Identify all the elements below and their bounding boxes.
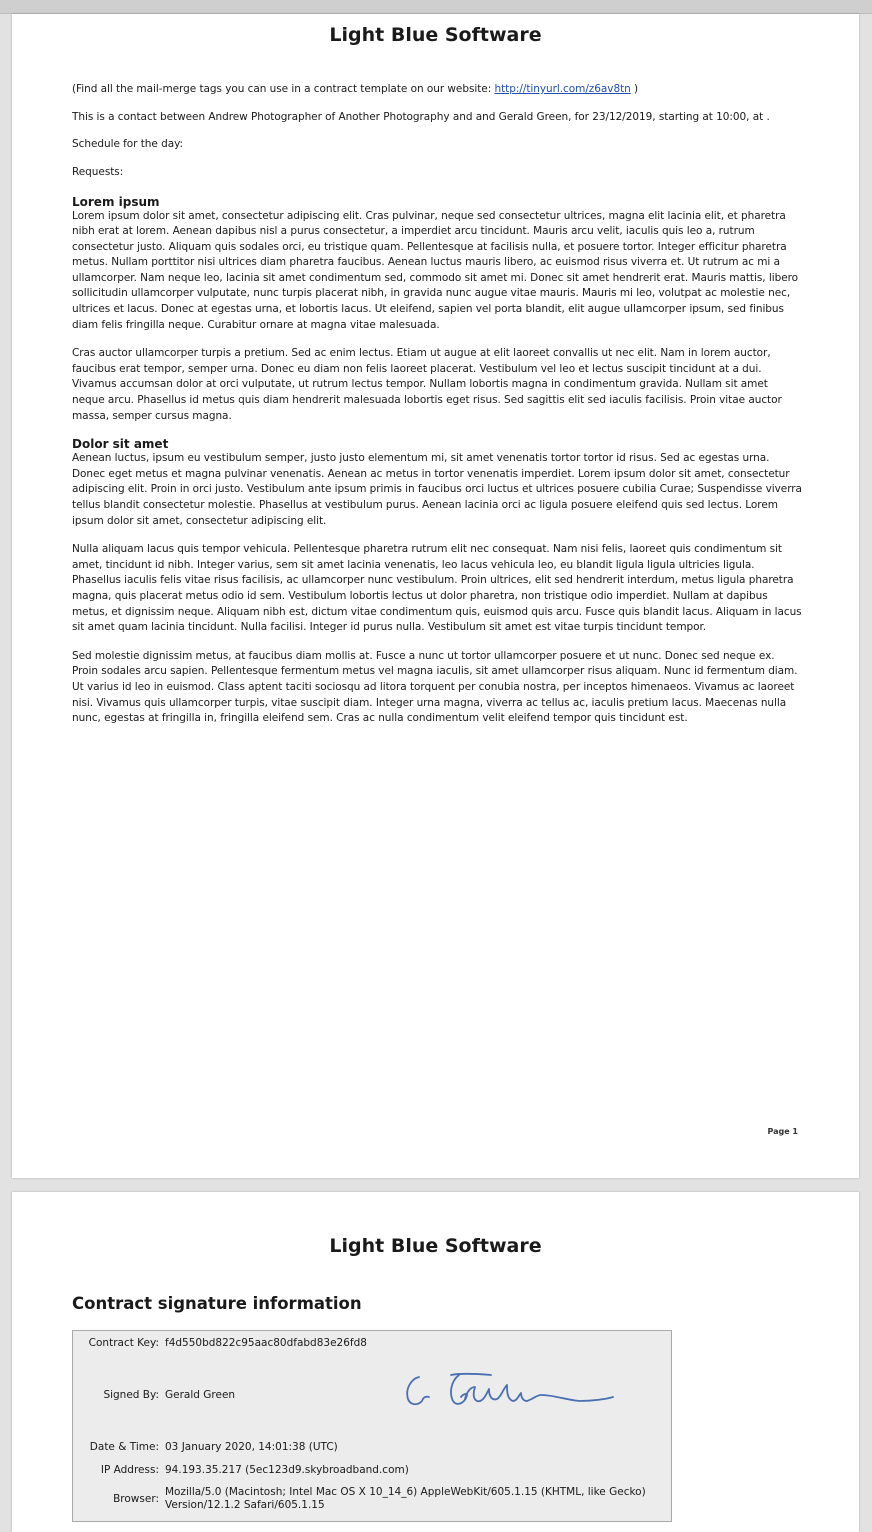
mail-merge-note [72,82,802,96]
company-name-heading: Light Blue Software [329,24,542,46]
date-time-value: 03 January 2020, 14:01:38 (UTC) [165,1441,338,1453]
company-name-heading: Light Blue Software [329,1235,542,1257]
mail-merge-tags-link[interactable]: http://tinyurl.com/z6av8tn [494,83,631,95]
mail-merge-note-end: ) [630,83,639,95]
section-heading-lorem-ipsum: Lorem ipsum [72,194,160,209]
section-1-paragraph: Lorem ipsum dolor sit amet, consectetur adipiscing elit. Cras pulvinar, neque sed consectetur ultrices, magna elit lacinia elit, et pharetra nibh erat at lorem. Aenean dapibus nisl a purus consectetur, a imperdiet arcu tincidunt. Mauris arcu velit, iaculis quis leo a, rutrum consectetur justo. Aliquam quis sodales orci, eu tristique quam. Pellentesque at facilisis nulla, et posuere tortor. Integer efficitur pharetra metus. Nullam porttitor nisi ultrices diam pharetra faucibus. Aenean luctus mauris libero, ac euismod risus viverra et. Ut rutrum ac mi a ullamcorper. Nam neque leo, lacinia sit amet condimentum sed, commodo sit amet mi. Donec sit amet hendrerit erat. Mauris mattis, libero sollicitudin ullamcorper vulputate, nunc turpis placerat nibh, in gravida nunc augue vitae mauris. Mauris mi leo, volutpat ac molestie nec, ultrices et lacus. Donec at egestas urna, et lobortis lacus. Ut eleifend, sapien vel porta blandit, elit augue ullamcorper ipsum, sed finibus diam felis fringilla neque. Curabitur ornare at magna vitae malesuada. [72,209,799,331]
browser-label: Browser: [113,1493,159,1505]
section-2-paragraph: Nulla aliquam lacus quis tempor vehicula. Pellentesque pharetra rutrum elit nec consequat. Nam nisi felis, laoreet quis condimentum sit amet, tincidunt id nibh. Integer varius, sem sit amet lacinia venenatis, leo lacus vehicula leo, eu blandit ligula ligula ultricies ligula. Phasellus iaculis felis vitae risus facilisis, ac ullamcorper nunc vestibulum. Proin ultrices, elit sed hendrerit interdum, metus ligula pharetra magna, quis placerat metus odio id sem. Vestibulum lobortis lectus ut dolor pharetra, non tristique odio imperdiet. Nullam at dapibus metus, et dignissim neque. Aliquam nibh est, dictum vitae condimentum quis, euismod quis arcu. Fusce quis blandit lacus. Aliquam in lacus sit amet quam lacinia tincidunt. Nulla facilisi. Integer id purus nulla. Vestibulum sit amet est vitae turpis tincidunt tempor. [72,543,802,634]
signature-info-panel [72,1330,672,1522]
signed-by-label: Signed By: [103,1389,159,1401]
signed-by-value: Gerald Green [165,1389,236,1401]
contract-key-value: f4d550bd822c95aac80dfabd83e26fd8 [165,1337,367,1349]
document-page-2 [12,1192,859,1532]
handwritten-signature [403,1367,623,1413]
browser-value: Mozilla/5.0 (Macintosh; Intel Mac OS X 10_14_6) AppleWebKit/605.1.15 (KHTML, like Gecko) Version/12.1.2 Safari/605.1.15 [165,1486,646,1511]
page-1-body [72,82,802,740]
viewer-top-bar [0,0,872,14]
ip-address-value: 94.193.35.217 (5ec123d9.skybroadband.com) [165,1464,409,1476]
date-time-label: Date & Time: [89,1441,159,1453]
section-2-paragraph: Aenean luctus, ipsum eu vestibulum semper, justo justo elementum mi, sit amet venenatis tortor tortor id risus. Sed ac egestas urna. Donec eget metus et magna pulvinar venenatis. Aenean ac metus in tortor venenatis imperdiet. Lorem ipsum dolor sit amet, consectetur adipiscing elit. Proin in orci justo. Vestibulum ante ipsum primis in faucibus orci luctus et ultrices posuere cubilia Curae; Suspendisse viverra tellus blandit consectetur molestie. Phasellus at vestibulum purus. Aenean lacinia orci ac ligula posuere eleifend quis sed lectus. Lorem ipsum dolor sit amet, consectetur adipiscing elit. [72,452,802,527]
ip-address-label: IP Address: [100,1464,159,1476]
section-heading-dolor-sit-amet: Dolor sit amet [72,437,169,452]
requests-line: Requests: [72,165,124,178]
contract-key-label: Contract Key: [88,1337,159,1349]
schedule-line: Schedule for the day: [72,138,183,150]
section-1-paragraph: Cras auctor ullamcorper turpis a pretium. Sed ac enim lectus. Etiam ut augue at elit laoreet convallis ut nec elit. Nam in lorem auctor, faucibus erat tempor, semper urna. Donec eu diam non felis laoreet placerat. Vestibulum vel leo et lectus suscipit tincidunt at a dui. Vivamus accumsan dolor at orci vulputate, ut rutrum lectus tempor. Nullam lobortis magna in condimentum gravida. Nullam sit amet neque arcu. Phasellus id metus quis diam hendrerit malesuada lobortis eget risus. Sed sagittis elit sed iaculis facilisis. Proin vitae auctor massa, semper cursus magna. [72,347,782,422]
contract-parties-line: This is a contact between Andrew Photographer of Another Photography and and Gerald Green, for 23/12/2019, starting at 10:00, at . [72,110,770,123]
document-page-1 [12,14,859,1178]
section-2-paragraph: Sed molestie dignissim metus, at faucibus diam mollis at. Fusce a nunc ut tortor ullamcorper posuere et ut nunc. Donec sed neque ex. Proin sodales arcu sapien. Pellentesque fermentum metus vel magna iaculis, sit amet ullamcorper risus aliquam. Nunc id fermentum diam. Ut varius id leo in euismod. Class aptent taciti sociosqu ad litora torquent per conubia nostra, per inceptos himenaeos. Vivamus ac laoreet nisi. Vivamus quis ullamcorper turpis, vitae suscipit diam. Integer urna magna, viverra ac tellus ac, iaculis pretium lacus. Maecenas nulla nunc, egestas at fringilla in, fringilla eleifend sem. Cras ac nulla condimentum velit eleifend tempor quis tincidunt est. [72,649,798,725]
page-number: Page 1 [767,1127,798,1136]
signature-info-title: Contract signature information [72,1294,362,1313]
mail-merge-note-text: (Find all the mail-merge tags you can use in a contract template on our website: [72,83,495,95]
